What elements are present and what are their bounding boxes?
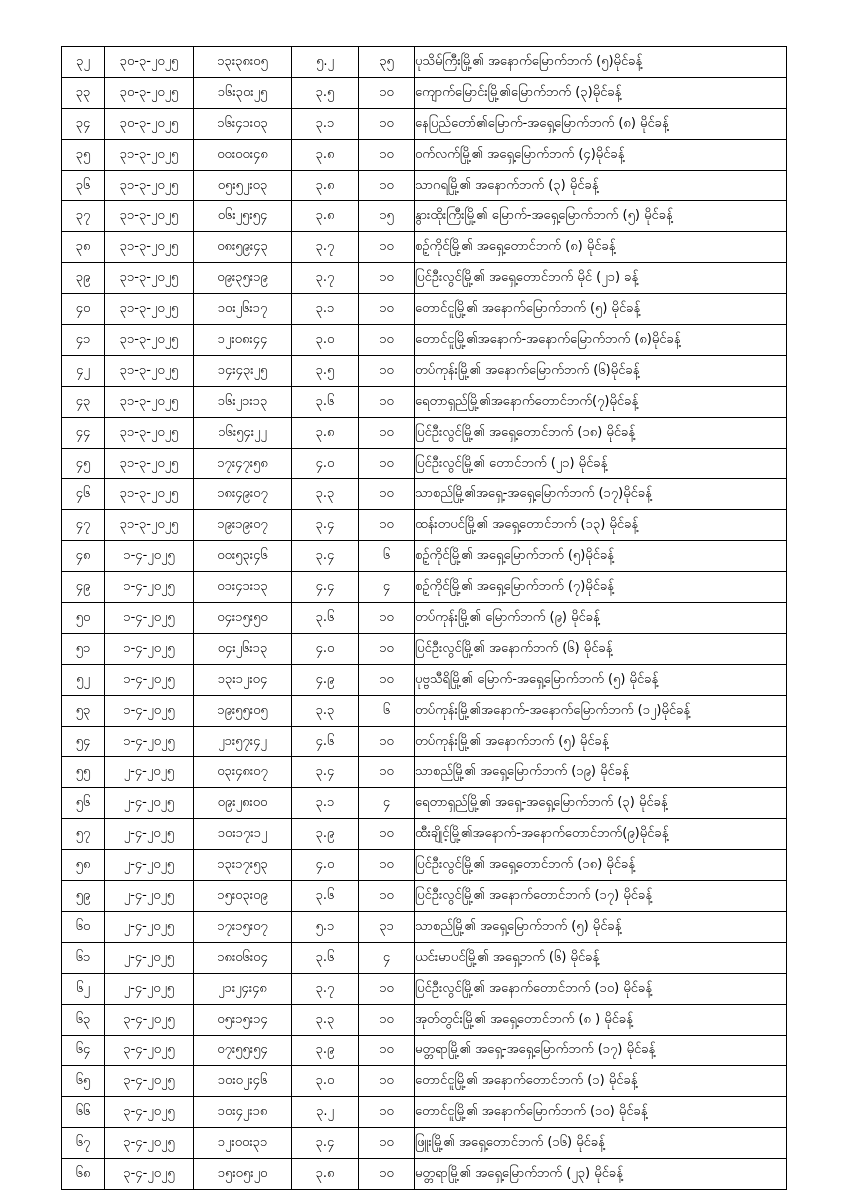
depth-cell: ၁၀: [359, 417, 415, 448]
date-cell: ၂-၄-၂၀၂၅: [105, 757, 194, 788]
time-cell: ၀၇း၅၅း၅၄: [194, 1035, 292, 1066]
time-cell: ၀၁း၄၁း၁၃: [194, 572, 292, 603]
time-cell: ၂၁း၅၇း၄၂: [194, 726, 292, 757]
depth-cell: ၄: [359, 788, 415, 819]
time-cell: ၁၀း၀၂း၄၆: [194, 1066, 292, 1097]
time-cell: ၁၃း၃၈း၀၅: [194, 47, 292, 78]
time-cell: ၁၀း၄၂း၁၈: [194, 1097, 292, 1128]
location-cell: ပုသိမ်ကြီးမြို့၏ အနောက်မြောက်ဘက် (၅)မိုင်ခန့်: [415, 47, 787, 78]
magnitude-cell: ၃.၃: [292, 695, 359, 726]
magnitude-cell: ၃.၈: [292, 201, 359, 232]
row-number-cell: ၅၈: [62, 850, 105, 881]
location-cell: သာစည်မြို့၏ အရှေ့မြောက်ဘက် (၁၉) မိုင်ခန့်: [415, 757, 787, 788]
row-number-cell: ၄၆: [62, 479, 105, 510]
table-row: [62, 1004, 787, 1035]
depth-cell: ၁၀: [359, 1004, 415, 1035]
date-cell: ၃၁-၃-၂၀၂၅: [105, 355, 194, 386]
time-cell: ၀၈း၅၉း၄၃: [194, 232, 292, 263]
location-cell: သာစည်မြို့၏ အရှေ့မြောက်ဘက် (၅) မိုင်ခန့်: [415, 911, 787, 942]
date-cell: ၁-၄-၂၀၂၅: [105, 541, 194, 572]
location-cell: ရေတာရှည်မြို့၏အနောက်တောင်ဘက်(၇)မိုင်ခန့်: [415, 386, 787, 417]
date-cell: ၃-၄-၂၀၂၅: [105, 1035, 194, 1066]
magnitude-cell: ၃.၈: [292, 417, 359, 448]
time-cell: ၁၆း၄၁း၀၃: [194, 108, 292, 139]
magnitude-cell: ၄.၆: [292, 726, 359, 757]
location-cell: ပြင်ဦးလွင်မြို့၏ တောင်ဘက် (၂၁) မိုင်ခန့်: [415, 448, 787, 479]
time-cell: ၁၃း၁၂း၀၄: [194, 664, 292, 695]
date-cell: ၃၁-၃-၂၀၂၅: [105, 448, 194, 479]
depth-cell: ၁၀: [359, 973, 415, 1004]
time-cell: ၁၆း၂၁း၁၃: [194, 386, 292, 417]
table-row: [62, 47, 787, 78]
depth-cell: ၁၀: [359, 1159, 415, 1190]
row-number-cell: ၆၇: [62, 1128, 105, 1159]
table-body: [62, 47, 787, 1190]
date-cell: ၁-၄-၂၀၂၅: [105, 603, 194, 634]
magnitude-cell: ၃.၁: [292, 294, 359, 325]
location-cell: သာစည်မြို့၏အရှေ့-အရှေ့မြောက်ဘက် (၁၇)မိုင်ခန့်: [415, 479, 787, 510]
date-cell: ၃၁-၃-၂၀၂၅: [105, 510, 194, 541]
location-cell: စဉ့်ကိုင်မြို့၏ အရှေ့မြောက်ဘက် (၅)မိုင်ခန့်: [415, 541, 787, 572]
date-cell: ၃-၄-၂၀၂၅: [105, 1097, 194, 1128]
date-cell: ၂-၄-၂၀၂၅: [105, 788, 194, 819]
row-number-cell: ၅၁: [62, 633, 105, 664]
table-row: [62, 942, 787, 973]
magnitude-cell: ၃.၂: [292, 1097, 359, 1128]
row-number-cell: ၆၆: [62, 1097, 105, 1128]
depth-cell: ၁၀: [359, 77, 415, 108]
table-row: [62, 417, 787, 448]
location-cell: တောင်ငူမြို့၏ အနောက်တောင်ဘက် (၁) မိုင်ခန့်: [415, 1066, 787, 1097]
row-number-cell: ၅၅: [62, 757, 105, 788]
table-row: [62, 77, 787, 108]
table-row: [62, 139, 787, 170]
location-cell: ဝက်လက်မြို့၏ အရှေ့မြောက်ဘက် (၄)မိုင်ခန့်: [415, 139, 787, 170]
depth-cell: ၁၀: [359, 232, 415, 263]
depth-cell: ၁၀: [359, 664, 415, 695]
date-cell: ၃၁-၃-၂၀၂၅: [105, 263, 194, 294]
magnitude-cell: ၃.၆: [292, 881, 359, 912]
table-row: [62, 757, 787, 788]
magnitude-cell: ၄.၄: [292, 572, 359, 603]
row-number-cell: ၄၈: [62, 541, 105, 572]
time-cell: ၁၉း၁၉း၀၇: [194, 510, 292, 541]
table-row: [62, 170, 787, 201]
table-row: [62, 386, 787, 417]
table-row: [62, 973, 787, 1004]
location-cell: တပ်ကုန်းမြို့၏ အနောက်မြောက်ဘက် (၆)မိုင်ခန့်: [415, 355, 787, 386]
time-cell: ၀၄း၁၅း၅၀: [194, 603, 292, 634]
depth-cell: ၁၀: [359, 726, 415, 757]
magnitude-cell: ၄.၀: [292, 850, 359, 881]
magnitude-cell: ၃.၃: [292, 479, 359, 510]
table-row: [62, 510, 787, 541]
location-cell: တပ်ကုန်းမြို့၏ အနောက်ဘက် (၅) မိုင်ခန့်: [415, 726, 787, 757]
depth-cell: ၁၀: [359, 881, 415, 912]
depth-cell: ၁၀: [359, 633, 415, 664]
time-cell: ၂၁း၂၄း၄၈: [194, 973, 292, 1004]
depth-cell: ၁၀: [359, 1128, 415, 1159]
date-cell: ၃၁-၃-၂၀၂၅: [105, 417, 194, 448]
magnitude-cell: ၃.၄: [292, 1128, 359, 1159]
table-row: [62, 911, 787, 942]
table-row: [62, 1097, 787, 1128]
depth-cell: ၁၀: [359, 510, 415, 541]
magnitude-cell: ၅.၂: [292, 47, 359, 78]
depth-cell: ၃၁: [359, 911, 415, 942]
magnitude-cell: ၃.၅: [292, 77, 359, 108]
row-number-cell: ၆၁: [62, 942, 105, 973]
time-cell: ၀၀း၅၃း၄၆: [194, 541, 292, 572]
magnitude-cell: ၃.၉: [292, 819, 359, 850]
location-cell: တပ်ကုန်းမြို့၏ မြောက်ဘက် (၉) မိုင်ခန့်: [415, 603, 787, 634]
earthquake-table: [61, 46, 787, 1190]
time-cell: ၁၄း၄၃း၂၅: [194, 355, 292, 386]
location-cell: တောင်ငူမြို့၏ အနောက်မြောက်ဘက် (၁၀) မိုင်ခန့်: [415, 1097, 787, 1128]
date-cell: ၁-၄-၂၀၂၅: [105, 726, 194, 757]
magnitude-cell: ၃.၇: [292, 232, 359, 263]
table-row: [62, 695, 787, 726]
row-number-cell: ၃၇: [62, 201, 105, 232]
location-cell: မတ္တရာမြို့၏ အရှေ့မြောက်ဘက် (၂၃) မိုင်ခန့်: [415, 1159, 787, 1190]
location-cell: သာဂရမြို့၏ အနောက်ဘက် (၃) မိုင်ခန့်: [415, 170, 787, 201]
depth-cell: ၁၀: [359, 170, 415, 201]
date-cell: ၂-၄-၂၀၂၅: [105, 911, 194, 942]
date-cell: ၂-၄-၂၀၂၅: [105, 881, 194, 912]
date-cell: ၂-၄-၂၀၂၅: [105, 942, 194, 973]
magnitude-cell: ၃.၁: [292, 108, 359, 139]
depth-cell: ၁၀: [359, 1097, 415, 1128]
date-cell: ၃၁-၃-၂၀၂၅: [105, 325, 194, 356]
depth-cell: ၄: [359, 942, 415, 973]
location-cell: ပုဗ္ဗသီရိမြို့၏ မြောက်-အရှေ့မြောက်ဘက် (၅) မိုင်ခန့်: [415, 664, 787, 695]
row-number-cell: ၅၂: [62, 664, 105, 695]
time-cell: ၁၂း၀၈း၄၄: [194, 325, 292, 356]
magnitude-cell: ၃.၇: [292, 263, 359, 294]
depth-cell: ၄: [359, 572, 415, 603]
table-row: [62, 881, 787, 912]
date-cell: ၃-၄-၂၀၂၅: [105, 1128, 194, 1159]
date-cell: ၃၀-၃-၂၀၂၅: [105, 47, 194, 78]
row-number-cell: ၃၈: [62, 232, 105, 263]
time-cell: ၁၂း၀၀း၃၁: [194, 1128, 292, 1159]
location-cell: တပ်ကုန်းမြို့၏အနောက်-အနောက်မြောက်ဘက် (၁၂)မိုင်ခန့်: [415, 695, 787, 726]
date-cell: ၁-၄-၂၀၂၅: [105, 664, 194, 695]
magnitude-cell: ၃.၈: [292, 139, 359, 170]
row-number-cell: ၄၅: [62, 448, 105, 479]
depth-cell: ၁၀: [359, 325, 415, 356]
table-row: [62, 726, 787, 757]
time-cell: ၁၈း၀၆း၀၄: [194, 942, 292, 973]
magnitude-cell: ၃.၀: [292, 325, 359, 356]
table-row: [62, 479, 787, 510]
depth-cell: ၁၀: [359, 139, 415, 170]
row-number-cell: ၃၃: [62, 77, 105, 108]
depth-cell: ၁၀: [359, 294, 415, 325]
depth-cell: ၆: [359, 541, 415, 572]
table-row: [62, 201, 787, 232]
date-cell: ၁-၄-၂၀၂၅: [105, 572, 194, 603]
row-number-cell: ၆၂: [62, 973, 105, 1004]
row-number-cell: ၃၂: [62, 47, 105, 78]
depth-cell: ၁၀: [359, 448, 415, 479]
table-row: [62, 664, 787, 695]
table-row: [62, 355, 787, 386]
table-row: [62, 788, 787, 819]
table-row: [62, 263, 787, 294]
row-number-cell: ၃၉: [62, 263, 105, 294]
row-number-cell: ၃၄: [62, 108, 105, 139]
time-cell: ၁၆း၅၄း၂၂: [194, 417, 292, 448]
table-row: [62, 1128, 787, 1159]
time-cell: ၁၉း၅၅း၀၅: [194, 695, 292, 726]
magnitude-cell: ၃.၈: [292, 170, 359, 201]
location-cell: တောင်ငူမြို့၏အနောက်-အနောက်မြောက်ဘက် (၈)မိုင်ခန့်: [415, 325, 787, 356]
row-number-cell: ၄၁: [62, 325, 105, 356]
time-cell: ၁၈း၄၉း၀၇: [194, 479, 292, 510]
magnitude-cell: ၄.၉: [292, 664, 359, 695]
date-cell: ၃၁-၃-၂၀၂၅: [105, 139, 194, 170]
row-number-cell: ၅၀: [62, 603, 105, 634]
row-number-cell: ၆၃: [62, 1004, 105, 1035]
row-number-cell: ၆၈: [62, 1159, 105, 1190]
date-cell: ၃၁-၃-၂၀၂၅: [105, 294, 194, 325]
time-cell: ၀၅း၁၅း၁၄: [194, 1004, 292, 1035]
row-number-cell: ၆၄: [62, 1035, 105, 1066]
depth-cell: ၃၅: [359, 47, 415, 78]
depth-cell: ၁၀: [359, 355, 415, 386]
table-row: [62, 232, 787, 263]
depth-cell: ၁၀: [359, 757, 415, 788]
location-cell: မတ္တရာမြို့၏ အရှေ့-အရှေ့မြောက်ဘက် (၁၇) မိုင်ခန့်: [415, 1035, 787, 1066]
date-cell: ၂-၄-၂၀၂၅: [105, 850, 194, 881]
date-cell: ၃-၄-၂၀၂၅: [105, 1159, 194, 1190]
table-row: [62, 541, 787, 572]
table-row: [62, 108, 787, 139]
depth-cell: ၁၀: [359, 819, 415, 850]
date-cell: ၃၁-၃-၂၀၂၅: [105, 232, 194, 263]
time-cell: ၀၀း၀၀း၄၈: [194, 139, 292, 170]
magnitude-cell: ၃.၆: [292, 942, 359, 973]
table-row: [62, 850, 787, 881]
time-cell: ၁၅း၀၃း၀၉: [194, 881, 292, 912]
location-cell: ပြင်ဦးလွင်မြို့၏ အနောက်တောင်ဘက် (၁၀) မိုင်ခန့်: [415, 973, 787, 1004]
table-row: [62, 603, 787, 634]
magnitude-cell: ၃.၃: [292, 1004, 359, 1035]
date-cell: ၃၁-၃-၂၀၂၅: [105, 170, 194, 201]
row-number-cell: ၄၄: [62, 417, 105, 448]
table-row: [62, 572, 787, 603]
date-cell: ၃-၄-၂၀၂၅: [105, 1004, 194, 1035]
depth-cell: ၁၀: [359, 108, 415, 139]
magnitude-cell: ၃.၅: [292, 355, 359, 386]
magnitude-cell: ၃.၈: [292, 1159, 359, 1190]
location-cell: ယင်းမာပင်မြို့၏ အရှေ့ဘက် (၆) မိုင်ခန့်: [415, 942, 787, 973]
magnitude-cell: ၃.၆: [292, 386, 359, 417]
location-cell: စဉ့်ကိုင်မြို့၏ အရှေ့မြောက်ဘက် (၇)မိုင်ခန့်: [415, 572, 787, 603]
location-cell: ပြင်ဦးလွင်မြို့၏ အရှေ့တောင်ဘက် (၁၈) မိုင်ခန့်: [415, 417, 787, 448]
row-number-cell: ၄၂: [62, 355, 105, 386]
time-cell: ၀၉း၃၅း၁၉: [194, 263, 292, 294]
row-number-cell: ၄၀: [62, 294, 105, 325]
location-cell: ရေတာရှည်မြို့၏ အရှေ့-အရှေ့မြောက်ဘက် (၃) မိုင်ခန့်: [415, 788, 787, 819]
time-cell: ၀၅း၅၂း၀၃: [194, 170, 292, 201]
table-row: [62, 1035, 787, 1066]
magnitude-cell: ၅.၁: [292, 911, 359, 942]
depth-cell: ၁၀: [359, 386, 415, 417]
magnitude-cell: ၄.၀: [292, 633, 359, 664]
magnitude-cell: ၃.၆: [292, 603, 359, 634]
table-row: [62, 633, 787, 664]
time-cell: ၁၃း၁၇း၅၃: [194, 850, 292, 881]
row-number-cell: ၃၅: [62, 139, 105, 170]
date-cell: ၃၁-၃-၂၀၂၅: [105, 479, 194, 510]
time-cell: ၁၇း၄၇း၅၈: [194, 448, 292, 479]
time-cell: ၁၀း၁၇း၁၂: [194, 819, 292, 850]
row-number-cell: ၅၃: [62, 695, 105, 726]
location-cell: တောင်ငူမြို့၏ အနောက်မြောက်ဘက် (၅) မိုင်ခန့်: [415, 294, 787, 325]
time-cell: ၀၆း၂၅း၅၄: [194, 201, 292, 232]
time-cell: ၁၀း၂၆း၁၇: [194, 294, 292, 325]
row-number-cell: ၄၉: [62, 572, 105, 603]
row-number-cell: ၅၇: [62, 819, 105, 850]
table-row: [62, 325, 787, 356]
magnitude-cell: ၃.၇: [292, 973, 359, 1004]
row-number-cell: ၄၇: [62, 510, 105, 541]
table-row: [62, 294, 787, 325]
time-cell: ၀၉း၂၈း၀၀: [194, 788, 292, 819]
magnitude-cell: ၃.၄: [292, 757, 359, 788]
location-cell: နေပြည်တော်၏မြောက်-အရှေ့မြောက်ဘက် (၈) မိုင်ခန့်: [415, 108, 787, 139]
row-number-cell: ၄၃: [62, 386, 105, 417]
time-cell: ၁၇း၁၅း၀၇: [194, 911, 292, 942]
depth-cell: ၁၀: [359, 1066, 415, 1097]
row-number-cell: ၃၆: [62, 170, 105, 201]
date-cell: ၃၀-၃-၂၀၂၅: [105, 77, 194, 108]
location-cell: စဉ့်ကိုင်မြို့၏ အရှေ့တောင်ဘက် (၈) မိုင်ခန့်: [415, 232, 787, 263]
table-row: [62, 448, 787, 479]
magnitude-cell: ၃.၄: [292, 510, 359, 541]
time-cell: ၀၄း၂၆း၁၃: [194, 633, 292, 664]
date-cell: ၃-၄-၂၀၂၅: [105, 1066, 194, 1097]
depth-cell: ၁၀: [359, 850, 415, 881]
depth-cell: ၁၀: [359, 603, 415, 634]
depth-cell: ၁၀: [359, 1035, 415, 1066]
date-cell: ၃၁-၃-၂၀၂၅: [105, 386, 194, 417]
date-cell: ၂-၄-၂၀၂၅: [105, 819, 194, 850]
magnitude-cell: ၃.၄: [292, 541, 359, 572]
magnitude-cell: ၃.၁: [292, 788, 359, 819]
location-cell: ပြင်ဦးလွင်မြို့၏ အနောက်ဘက် (၆) မိုင်ခန့်: [415, 633, 787, 664]
location-cell: ပြင်ဦးလွင်မြို့၏ အနောက်တောင်ဘက် (၁၇) မိုင်ခန့်: [415, 881, 787, 912]
date-cell: ၃၀-၃-၂၀၂၅: [105, 108, 194, 139]
depth-cell: ၁၀: [359, 263, 415, 294]
table-row: [62, 1066, 787, 1097]
location-cell: ထီးချိုင့်မြို့၏အနောက်-အနောက်တောင်ဘက်(၉)မိုင်ခန့်: [415, 819, 787, 850]
location-cell: ကျောက်မြောင်းမြို့၏မြောက်ဘက် (၃)မိုင်ခန့်: [415, 77, 787, 108]
depth-cell: ၁၀: [359, 479, 415, 510]
location-cell: ဖြူးမြို့၏ အရှေ့တောင်ဘက် (၁၆) မိုင်ခန့်: [415, 1128, 787, 1159]
magnitude-cell: ၃.၉: [292, 1035, 359, 1066]
date-cell: ၁-၄-၂၀၂၅: [105, 633, 194, 664]
location-cell: ပြင်ဦးလွင်မြို့၏ အရှေ့တောင်ဘက် (၁၈) မိုင်ခန့်: [415, 850, 787, 881]
date-cell: ၁-၄-၂၀၂၅: [105, 695, 194, 726]
location-cell: ပြင်ဦးလွင်မြို့၏ အရှေ့တောင်ဘက် မိုင် (၂၁) ခန့်: [415, 263, 787, 294]
location-cell: နွားထိုးကြီးမြို့၏ မြောက်-အရှေ့မြောက်ဘက် (၅) မိုင်ခန့်: [415, 201, 787, 232]
magnitude-cell: ၃.၀: [292, 1066, 359, 1097]
time-cell: ၁၅း၀၅း၂၀: [194, 1159, 292, 1190]
depth-cell: ၆: [359, 695, 415, 726]
date-cell: ၃၁-၃-၂၀၂၅: [105, 201, 194, 232]
row-number-cell: ၆၀: [62, 911, 105, 942]
location-cell: အုတ်တွင်းမြို့၏ အရှေ့တောင်ဘက် (၈ ) မိုင်ခန့်: [415, 1004, 787, 1035]
depth-cell: ၁၅: [359, 201, 415, 232]
magnitude-cell: ၄.၀: [292, 448, 359, 479]
location-cell: ထန်းတပင်မြို့၏ အရှေ့တောင်ဘက် (၁၃) မိုင်ခန့်: [415, 510, 787, 541]
time-cell: ၀၃း၄၈း၀၇: [194, 757, 292, 788]
row-number-cell: ၆၅: [62, 1066, 105, 1097]
date-cell: ၂-၄-၂၀၂၅: [105, 973, 194, 1004]
time-cell: ၁၆း၃၀း၂၅: [194, 77, 292, 108]
row-number-cell: ၅၉: [62, 881, 105, 912]
table-row: [62, 1159, 787, 1190]
row-number-cell: ၅၆: [62, 788, 105, 819]
row-number-cell: ၅၄: [62, 726, 105, 757]
table-row: [62, 819, 787, 850]
